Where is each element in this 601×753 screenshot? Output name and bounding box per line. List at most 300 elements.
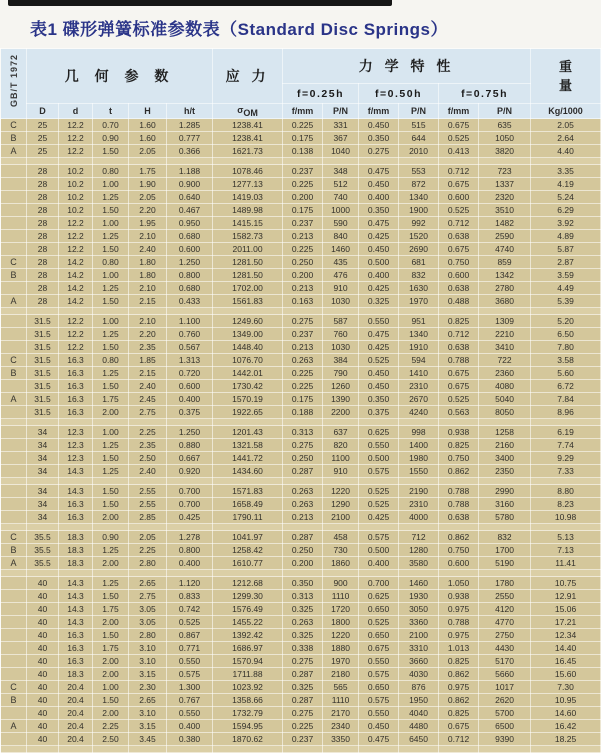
- table-cell: 14.3: [59, 465, 93, 478]
- col-header-fmm-025: f/mm: [283, 104, 323, 119]
- table-cell: 0.600: [439, 557, 479, 570]
- separator-cell: [167, 524, 213, 531]
- table-cell: 0.425: [359, 511, 399, 524]
- separator-cell: [129, 746, 167, 753]
- table-cell: 31.5: [27, 406, 59, 419]
- table-cell: 16.3: [59, 354, 93, 367]
- table-cell: 0.938: [439, 590, 479, 603]
- table-cell: 2011.00: [213, 243, 283, 256]
- table-cell: 0.550: [359, 315, 399, 328]
- table-cell: 2.30: [129, 681, 167, 694]
- table-cell: 0.450: [359, 380, 399, 393]
- table-cell: 2.75: [129, 590, 167, 603]
- separator-cell: [167, 570, 213, 577]
- table-cell: 0.525: [439, 132, 479, 145]
- title-bar: [0, 6, 600, 48]
- table-cell: 2.05: [129, 145, 167, 158]
- table-cell: 348: [323, 165, 359, 178]
- series-letter-cell: [1, 217, 27, 230]
- table-cell: 859: [479, 256, 531, 269]
- series-letter-cell: C: [1, 256, 27, 269]
- separator-cell: [93, 419, 129, 426]
- table-cell: 1570.94: [213, 655, 283, 668]
- table-cell: 2.00: [93, 511, 129, 524]
- col-header-sigma: $\sigma_{OM}$: [213, 104, 283, 119]
- table-cell: 0.475: [359, 733, 399, 746]
- table-cell: 1.00: [93, 315, 129, 328]
- table-cell: 1.313: [167, 354, 213, 367]
- table-cell: 0.467: [167, 204, 213, 217]
- table-cell: 1571.83: [213, 485, 283, 498]
- table-cell: 553: [399, 165, 439, 178]
- table-cell: 6.72: [531, 380, 601, 393]
- separator-cell: [359, 158, 399, 165]
- table-cell: 2190: [399, 485, 439, 498]
- table-cell: 16.3: [59, 406, 93, 419]
- separator-cell: [129, 308, 167, 315]
- table-cell: 28: [27, 243, 59, 256]
- table-cell: 1980: [399, 452, 439, 465]
- table-row: [1, 707, 601, 720]
- table-cell: 1.00: [93, 217, 129, 230]
- table-cell: 0.475: [359, 165, 399, 178]
- table-cell: 0.450: [359, 367, 399, 380]
- separator-cell: [59, 308, 93, 315]
- series-letter-cell: [1, 426, 27, 439]
- table-cell: 1550: [399, 465, 439, 478]
- table-cell: 1000: [323, 204, 359, 217]
- table-cell: 31.5: [27, 341, 59, 354]
- separator-cell: [283, 478, 323, 485]
- separator-cell: [323, 524, 359, 531]
- table-cell: 2.35: [129, 439, 167, 452]
- table-row: [1, 295, 601, 308]
- table-cell: 0.433: [167, 295, 213, 308]
- table-cell: 1880: [323, 642, 359, 655]
- separator-cell: [479, 419, 531, 426]
- table-cell: 1732.79: [213, 707, 283, 720]
- separator-cell: [479, 158, 531, 165]
- table-cell: 40: [27, 616, 59, 629]
- table-cell: 0.488: [439, 295, 479, 308]
- table-row: [1, 380, 601, 393]
- table-cell: 1.60: [129, 132, 167, 145]
- series-letter-cell: [1, 733, 27, 746]
- table-cell: 722: [479, 354, 531, 367]
- header-geometry: 几 何 参 数: [27, 49, 213, 104]
- series-letter-cell: [1, 590, 27, 603]
- table-cell: 2.25: [129, 544, 167, 557]
- table-cell: 1050: [479, 132, 531, 145]
- table-cell: 34: [27, 452, 59, 465]
- table-cell: 1.120: [167, 577, 213, 590]
- table-cell: 0.200: [283, 191, 323, 204]
- table-row: [1, 485, 601, 498]
- table-cell: 0.550: [167, 655, 213, 668]
- separator-cell: [439, 746, 479, 753]
- table-cell: 1610.77: [213, 557, 283, 570]
- table-cell: 1.300: [167, 681, 213, 694]
- table-cell: 2200: [323, 406, 359, 419]
- header-stress: 应 力: [213, 49, 283, 104]
- table-cell: 2.00: [93, 557, 129, 570]
- table-cell: 1.25: [93, 282, 129, 295]
- table-cell: 28: [27, 165, 59, 178]
- table-cell: 0.525: [167, 616, 213, 629]
- separator-row: [1, 524, 601, 531]
- table-cell: 2.45: [129, 393, 167, 406]
- table-cell: 0.287: [283, 531, 323, 544]
- table-cell: 14.3: [59, 485, 93, 498]
- table-cell: 2350: [479, 465, 531, 478]
- separator-cell: [531, 524, 601, 531]
- table-cell: 0.862: [439, 668, 479, 681]
- table-cell: 0.788: [439, 485, 479, 498]
- table-cell: 0.750: [439, 544, 479, 557]
- separator-cell: [283, 419, 323, 426]
- header-deflection-025: f=0.25h: [283, 84, 359, 104]
- table-cell: 1.25: [93, 577, 129, 590]
- table-cell: 1448.40: [213, 341, 283, 354]
- table-cell: 25: [27, 132, 59, 145]
- table-cell: 1720: [323, 603, 359, 616]
- table-cell: 4.89: [531, 230, 601, 243]
- separator-cell: [129, 419, 167, 426]
- table-cell: 14.3: [59, 590, 93, 603]
- table-cell: 0.450: [359, 243, 399, 256]
- table-cell: 31.5: [27, 328, 59, 341]
- series-letter-cell: [1, 498, 27, 511]
- separator-cell: [531, 308, 601, 315]
- table-cell: 1.25: [93, 367, 129, 380]
- table-cell: 40: [27, 720, 59, 733]
- table-cell: 0.500: [359, 544, 399, 557]
- table-cell: 1576.49: [213, 603, 283, 616]
- table-cell: 1277.13: [213, 178, 283, 191]
- table-cell: 2.50: [93, 733, 129, 746]
- table-row: [1, 367, 601, 380]
- table-cell: 1340: [399, 328, 439, 341]
- table-cell: 0.880: [167, 439, 213, 452]
- table-cell: 1281.50: [213, 269, 283, 282]
- separator-cell: [93, 158, 129, 165]
- table-cell: 2340: [323, 720, 359, 733]
- table-cell: 1.188: [167, 165, 213, 178]
- table-cell: 0.825: [439, 655, 479, 668]
- table-cell: 1110: [323, 694, 359, 707]
- table-cell: 2.20: [129, 204, 167, 217]
- series-letter-cell: A: [1, 393, 27, 406]
- table-cell: 9390: [479, 733, 531, 746]
- table-row: [1, 243, 601, 256]
- table-cell: 1870.62: [213, 733, 283, 746]
- table-row: [1, 452, 601, 465]
- table-cell: 40: [27, 590, 59, 603]
- table-cell: 0.862: [439, 694, 479, 707]
- table-row: [1, 354, 601, 367]
- table-cell: 0.175: [283, 132, 323, 145]
- series-letter-cell: A: [1, 557, 27, 570]
- header-mechanical: 力 学 特 性: [283, 49, 531, 84]
- table-cell: 0.938: [439, 426, 479, 439]
- table-cell: 1349.00: [213, 328, 283, 341]
- table-cell: 4000: [399, 511, 439, 524]
- table-cell: 16.42: [531, 720, 601, 733]
- header-weight: [531, 49, 601, 104]
- table-cell: 1621.73: [213, 145, 283, 158]
- table-row: [1, 557, 601, 570]
- table-cell: 1249.60: [213, 315, 283, 328]
- table-cell: 34: [27, 511, 59, 524]
- table-cell: 2.85: [129, 511, 167, 524]
- table-row: [1, 531, 601, 544]
- table-cell: 0.760: [167, 328, 213, 341]
- table-cell: 12.2: [59, 243, 93, 256]
- table-cell: 0.975: [439, 681, 479, 694]
- series-letter-cell: [1, 328, 27, 341]
- table-cell: 40: [27, 733, 59, 746]
- separator-cell: [213, 158, 283, 165]
- series-letter-cell: [1, 439, 27, 452]
- table-cell: 2990: [479, 485, 531, 498]
- table-cell: 587: [323, 315, 359, 328]
- table-cell: 2590: [479, 230, 531, 243]
- separator-cell: [323, 570, 359, 577]
- table-cell: 2.00: [93, 655, 129, 668]
- table-cell: 740: [323, 191, 359, 204]
- table-cell: 0.700: [167, 498, 213, 511]
- table-cell: 0.680: [167, 282, 213, 295]
- table-cell: 0.525: [359, 498, 399, 511]
- table-cell: 0.575: [359, 465, 399, 478]
- separator-cell: [479, 570, 531, 577]
- table-cell: 1455.22: [213, 616, 283, 629]
- table-cell: 0.225: [283, 119, 323, 132]
- table-cell: 0.225: [283, 367, 323, 380]
- table-cell: 594: [399, 354, 439, 367]
- table-cell: 28: [27, 295, 59, 308]
- series-letter-cell: [1, 629, 27, 642]
- table-cell: 1.80: [129, 256, 167, 269]
- table-cell: 4040: [399, 707, 439, 720]
- table-row: [1, 439, 601, 452]
- table-cell: 1041.97: [213, 531, 283, 544]
- table-cell: 1970: [399, 295, 439, 308]
- table-cell: 1.00: [93, 681, 129, 694]
- table-cell: 7.84: [531, 393, 601, 406]
- separator-row: [1, 419, 601, 426]
- table-cell: 2.64: [531, 132, 601, 145]
- separator-cell: [359, 478, 399, 485]
- table-row: [1, 694, 601, 707]
- table-row: [1, 616, 601, 629]
- table-cell: 2.00: [93, 406, 129, 419]
- table-cell: 0.287: [283, 694, 323, 707]
- table-cell: 2.00: [93, 616, 129, 629]
- table-cell: 3400: [479, 452, 531, 465]
- separator-cell: [59, 419, 93, 426]
- separator-cell: [531, 570, 601, 577]
- separator-row: [1, 746, 601, 753]
- table-row: [1, 119, 601, 132]
- table-cell: 0.720: [167, 367, 213, 380]
- table-row: [1, 217, 601, 230]
- separator-cell: [479, 524, 531, 531]
- separator-cell: [213, 419, 283, 426]
- table-cell: 0.70: [93, 119, 129, 132]
- table-cell: 0.600: [167, 380, 213, 393]
- separator-cell: [439, 478, 479, 485]
- table-cell: 3.92: [531, 217, 601, 230]
- table-cell: 0.366: [167, 145, 213, 158]
- separator-cell: [129, 570, 167, 577]
- table-cell: 435: [323, 256, 359, 269]
- series-letter-cell: [1, 315, 27, 328]
- table-cell: 0.90: [93, 132, 129, 145]
- table-cell: 40: [27, 655, 59, 668]
- table-cell: 0.650: [359, 603, 399, 616]
- table-cell: 0.600: [167, 243, 213, 256]
- col-header-pn-050: P/N: [399, 104, 439, 119]
- table-cell: 1078.46: [213, 165, 283, 178]
- col-header-d: d: [59, 104, 93, 119]
- table-cell: 1281.50: [213, 256, 283, 269]
- page-title: 表1 碟形弹簧标准参数表（Standard Disc Springs）: [30, 19, 448, 39]
- table-cell: 1434.60: [213, 465, 283, 478]
- table-cell: 6.50: [531, 328, 601, 341]
- table-cell: 1900: [399, 204, 439, 217]
- table-cell: 31.5: [27, 315, 59, 328]
- table-cell: 1390: [323, 393, 359, 406]
- table-cell: 0.667: [167, 452, 213, 465]
- table-cell: 0.777: [167, 132, 213, 145]
- table-cell: 1561.83: [213, 295, 283, 308]
- table-cell: 0.90: [93, 531, 129, 544]
- separator-cell: [1, 746, 27, 753]
- separator-cell: [283, 524, 323, 531]
- table-cell: 10.2: [59, 204, 93, 217]
- table-cell: 0.338: [283, 642, 323, 655]
- table-cell: 512: [323, 178, 359, 191]
- table-cell: 1419.03: [213, 191, 283, 204]
- series-letter-cell: C: [1, 354, 27, 367]
- table-cell: 1.25: [93, 328, 129, 341]
- table-cell: 1460: [399, 577, 439, 590]
- table-cell: 20.4: [59, 720, 93, 733]
- table-cell: 1258.42: [213, 544, 283, 557]
- table-cell: 0.575: [359, 694, 399, 707]
- table-cell: 0.550: [359, 439, 399, 452]
- table-cell: 0.275: [359, 145, 399, 158]
- table-cell: 2.05: [129, 531, 167, 544]
- table-cell: 5.60: [531, 367, 601, 380]
- table-row: [1, 577, 601, 590]
- table-row: [1, 629, 601, 642]
- series-letter-cell: C: [1, 119, 27, 132]
- table-cell: 0.425: [167, 511, 213, 524]
- table-cell: 7.13: [531, 544, 601, 557]
- table-cell: 0.400: [167, 720, 213, 733]
- table-cell: 2100: [399, 629, 439, 642]
- table-row: [1, 590, 601, 603]
- separator-row: [1, 308, 601, 315]
- table-row: [1, 603, 601, 616]
- table-cell: 7.80: [531, 341, 601, 354]
- table-cell: 0.975: [439, 629, 479, 642]
- separator-cell: [283, 158, 323, 165]
- table-cell: 3160: [479, 498, 531, 511]
- table-cell: 0.175: [283, 204, 323, 217]
- separator-cell: [27, 308, 59, 315]
- table-cell: 2.80: [129, 629, 167, 642]
- separator-cell: [27, 524, 59, 531]
- table-cell: 0.275: [283, 439, 323, 452]
- table-cell: 3.10: [129, 655, 167, 668]
- table-cell: 367: [323, 132, 359, 145]
- separator-cell: [359, 570, 399, 577]
- table-cell: 0.225: [283, 380, 323, 393]
- series-letter-cell: [1, 406, 27, 419]
- table-cell: 1.95: [129, 217, 167, 230]
- table-row: [1, 720, 601, 733]
- table-cell: 0.400: [167, 393, 213, 406]
- table-cell: 0.638: [439, 511, 479, 524]
- separator-cell: [27, 419, 59, 426]
- col-header-ht: h/t: [167, 104, 213, 119]
- table-cell: 0.413: [439, 145, 479, 158]
- table-cell: 4030: [399, 668, 439, 681]
- table-cell: 1.25: [93, 230, 129, 243]
- table-cell: 0.800: [167, 544, 213, 557]
- table-cell: 14.2: [59, 295, 93, 308]
- table-cell: 0.188: [283, 406, 323, 419]
- table-cell: 900: [323, 577, 359, 590]
- table-cell: 1.25: [93, 191, 129, 204]
- table-cell: 0.163: [283, 295, 323, 308]
- separator-cell: [479, 478, 531, 485]
- table-cell: 3580: [399, 557, 439, 570]
- table-cell: 5170: [479, 655, 531, 668]
- separator-cell: [27, 158, 59, 165]
- table-cell: 910: [323, 465, 359, 478]
- table-cell: 6.29: [531, 204, 601, 217]
- table-cell: 0.900: [167, 178, 213, 191]
- table-row: [1, 733, 601, 746]
- separator-cell: [323, 746, 359, 753]
- table-row: [1, 406, 601, 419]
- table-cell: 3.59: [531, 269, 601, 282]
- table-cell: 0.325: [283, 681, 323, 694]
- table-cell: 1910: [399, 341, 439, 354]
- separator-cell: [129, 158, 167, 165]
- separator-cell: [1, 570, 27, 577]
- table-cell: 28: [27, 230, 59, 243]
- table-cell: 0.771: [167, 642, 213, 655]
- table-cell: 1482: [479, 217, 531, 230]
- table-cell: 637: [323, 426, 359, 439]
- table-cell: 25: [27, 145, 59, 158]
- table-cell: 3360: [399, 616, 439, 629]
- col-header-H: H: [129, 104, 167, 119]
- table-cell: 1790.11: [213, 511, 283, 524]
- table-cell: 0.638: [439, 282, 479, 295]
- table-cell: 0.80: [93, 165, 129, 178]
- table-cell: 1030: [323, 295, 359, 308]
- table-cell: 0.712: [439, 165, 479, 178]
- table-cell: 7.30: [531, 681, 601, 694]
- table-cell: 3680: [479, 295, 531, 308]
- table-cell: 4080: [479, 380, 531, 393]
